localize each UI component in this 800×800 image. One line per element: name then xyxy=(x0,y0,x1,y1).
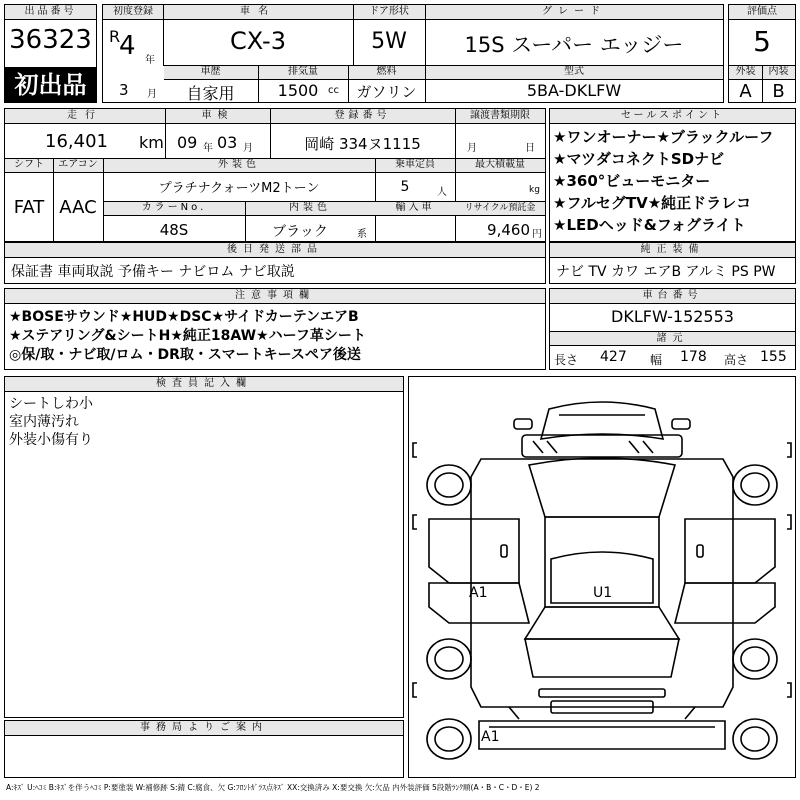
reg-year: 4 xyxy=(119,31,136,61)
shift-label: シフト xyxy=(14,159,44,170)
colorno-label: カラーNo. xyxy=(141,202,207,213)
door-type: 5W xyxy=(371,29,407,54)
model-code: 5BA-DKLFW xyxy=(526,81,622,100)
ext-grade: A xyxy=(739,81,752,102)
sales-point-4: ★フルセグTV★純正ドラレコ xyxy=(553,194,752,212)
length-label: 長さ xyxy=(554,353,579,367)
equipment-text: ナビ TV カワ エアB アルミ PS PW xyxy=(556,264,776,280)
displacement: 1500 xyxy=(277,81,319,100)
sales-points-box xyxy=(549,108,796,242)
history: 自家用 xyxy=(186,84,235,103)
office-box xyxy=(4,720,404,778)
inspector-title: 検査員記入欄 xyxy=(5,377,403,392)
caution-title: 注意事項欄 xyxy=(5,289,545,304)
recycle-unit: 円 xyxy=(532,229,542,240)
lot-box xyxy=(4,4,97,103)
seats: 5 xyxy=(400,179,410,195)
car-name: CX-3 xyxy=(230,27,286,55)
inspector-note-2: 室内薄汚れ xyxy=(9,414,79,430)
sales-points-title: セールスポイント xyxy=(550,109,795,124)
width-value: 178 xyxy=(680,349,707,365)
grade: 15S スーパー エッジー xyxy=(464,33,684,57)
insp-month: 03 xyxy=(217,133,238,152)
damage-mark-u1-roof: U1 xyxy=(593,585,613,601)
era: R xyxy=(109,27,121,46)
insp-month-unit: 月 xyxy=(243,143,253,154)
length-value: 427 xyxy=(600,349,627,365)
score-label: 評価点 xyxy=(729,5,795,20)
sales-point-2: ★マツダコネクトSDナビ xyxy=(553,150,725,168)
transfer-day-unit: 日 xyxy=(525,143,535,154)
color-label: 外装色 xyxy=(218,159,260,170)
door-label: ドア形状 xyxy=(369,6,409,17)
lot-number: 36323 xyxy=(9,25,92,55)
reg-label: 初度登録 xyxy=(113,6,153,17)
height-value: 155 xyxy=(760,349,787,365)
disp-unit: cc xyxy=(328,85,339,96)
inspector-box xyxy=(4,376,404,718)
ext-label: 外装 xyxy=(735,66,756,77)
score-box xyxy=(728,4,796,103)
regno-label: 登録番号 xyxy=(334,110,391,121)
load-unit: kg xyxy=(529,185,540,195)
fuel: ガソリン xyxy=(356,83,417,101)
caution-line-2: ★ステアリング&シートH★純正18AW★ハーフ革シート xyxy=(9,328,366,344)
later-parts-title: 後日発送部品 xyxy=(5,243,545,258)
score: 5 xyxy=(753,25,771,58)
disp-label: 排気量 xyxy=(288,66,318,77)
equipment-box xyxy=(549,242,796,284)
chassis-title: 車台番号 xyxy=(550,289,795,304)
intcolor-unit: 系 xyxy=(357,229,367,240)
car-diagram xyxy=(409,377,795,777)
inspector-note-3: 外装小傷有り xyxy=(9,432,93,448)
sales-point-3: ★360°ビューモニター xyxy=(553,172,711,190)
name-label: 車名 xyxy=(240,6,276,17)
year-unit: 年 xyxy=(145,55,155,66)
mileage-label: 走行 xyxy=(67,110,103,121)
equipment-title: 純正装備 xyxy=(550,243,795,258)
import-label: 輸入車 xyxy=(395,202,435,213)
seats-unit: 人 xyxy=(437,187,447,198)
caution-box xyxy=(4,288,546,370)
caution-line-3: ◎保/取・ナビ取/ロム・DR取・スマートキースペア後送 xyxy=(9,347,361,363)
details-box xyxy=(4,108,546,242)
shift: FAT xyxy=(13,197,45,218)
first-listing-badge: 初出品 xyxy=(5,67,96,103)
chassis-number: DKLFW-152553 xyxy=(611,307,734,326)
int-label: 内装 xyxy=(768,66,789,77)
reg-month: 3 xyxy=(119,81,129,99)
caution-line-1: ★BOSEサウンド★HUD★DSC★サイドカーテンエアB xyxy=(9,309,359,325)
transfer-label: 譲渡書類期限 xyxy=(470,110,530,121)
width-label: 幅 xyxy=(650,353,663,367)
model-label: 型式 xyxy=(564,66,584,77)
later-parts-text: 保証書 車両取説 予備キー ナビロム ナビ取説 xyxy=(11,264,295,280)
recycle-label: リサイクル預託金 xyxy=(464,203,536,213)
legend-text: A:ｷｽﾞ U:ﾍｺﾐ B:ｷｽﾞを伴うﾍｺﾐ P:要塗装 W:補修跡 S:錆 C:腐食、欠 G:ﾌﾛﾝﾄｶﾞﾗｽ点ｷｽﾞ XX:交換済み X:要交換 欠:欠品 内外装評価 5段階ﾗﾝｸ順(A・B・C・D・E) 2 xyxy=(6,783,540,792)
sales-point-5: ★LEDヘッド&フォグライト xyxy=(553,216,746,234)
load-label: 最大積載量 xyxy=(475,159,525,170)
insp-year: 09 xyxy=(177,133,198,152)
inspector-note-1: シートしわ小 xyxy=(9,396,93,412)
registration-number: 岡崎 334ヌ1115 xyxy=(304,135,421,153)
sales-point-1: ★ワンオーナー★ブラックルーフ xyxy=(553,128,774,146)
dims-title: 諸元 xyxy=(550,332,795,346)
vehicle-header-box xyxy=(102,4,724,103)
lot-label: 出品番号 xyxy=(5,5,96,20)
car-diagram-box xyxy=(408,376,796,778)
exterior-color: プラチナクォーツM2トーン xyxy=(158,181,320,196)
fuel-label: 燃料 xyxy=(376,66,397,77)
history-label: 車歴 xyxy=(200,66,221,77)
damage-mark-a1-side: A1 xyxy=(469,585,488,601)
office-title: 事務局よりご案内 xyxy=(5,721,403,736)
month-unit: 月 xyxy=(147,89,157,100)
mileage: 16,401 xyxy=(45,131,108,152)
recycle-fee: 9,460 xyxy=(487,221,530,239)
transfer-month-unit: 月 xyxy=(467,143,477,154)
mileage-unit: km xyxy=(139,133,164,152)
damage-mark-a1-rear: A1 xyxy=(481,729,500,745)
interior-color: ブラック xyxy=(272,224,328,240)
color-number: 48S xyxy=(159,221,189,239)
insp-year-unit: 年 xyxy=(203,143,213,154)
height-label: 高さ xyxy=(724,353,749,367)
intcolor-label: 内装色 xyxy=(289,202,331,213)
later-parts-box xyxy=(4,242,546,284)
seats-label: 乗車定員 xyxy=(395,159,435,170)
chassis-box xyxy=(549,288,796,370)
ac-label: エアコン xyxy=(58,159,98,170)
air-conditioner: AAC xyxy=(59,197,97,218)
int-grade: B xyxy=(772,81,785,102)
inspection-label: 車検 xyxy=(201,110,234,121)
grade-label: グレード xyxy=(542,6,606,17)
